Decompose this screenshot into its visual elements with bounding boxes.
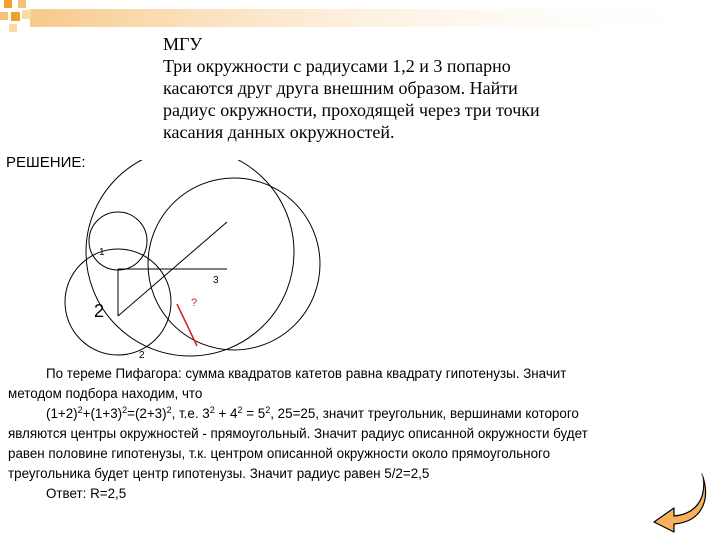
eq-exponent: 2 — [265, 405, 271, 415]
unknown-radius-segment — [177, 304, 197, 346]
label-radius-1: 1 — [99, 247, 105, 258]
solution-line: равен половине гипотенузы, т.к. центром описанной окружности около прямоугольного — [8, 446, 551, 461]
solution-line: По тереме Пифагора: сумма квадратов катетов равна квадрату гипотенузы. Значит — [46, 366, 567, 381]
eq-exponent: 2 — [166, 405, 172, 415]
eq-part: =(2+3) — [127, 406, 167, 421]
label-radius-2-small: 2 — [139, 350, 145, 360]
eq-exponent: 2 — [122, 405, 128, 415]
solution-equation — [8, 404, 716, 424]
circle-radius-3 — [148, 178, 320, 350]
eq-part: (1+2) — [46, 406, 78, 421]
eq-part: + 4 — [214, 406, 238, 421]
solution-line: являются центры окружностей - прямоугольный. Значит радиус описанной окружности будет — [8, 426, 588, 441]
label-unknown-radius: ? — [191, 297, 198, 309]
eq-part: +(1+3) — [82, 406, 123, 421]
circumscribed-circle — [86, 160, 294, 356]
label-radius-2-big: 2 — [94, 301, 105, 321]
problem-line: Три окружности с радиусами 1,2 и 3 попарно — [163, 56, 511, 76]
eq-part: , 25=25, значит треугольник, вершинами которого — [270, 406, 579, 421]
problem-statement — [163, 33, 633, 143]
answer-line: Ответ: R=2,5 — [46, 486, 127, 501]
eq-exponent: 2 — [209, 405, 215, 415]
solution-text — [8, 364, 716, 504]
circles-diagram — [0, 160, 360, 360]
eq-part: = 5 — [242, 406, 266, 421]
problem-line: радиус окружности, проходящей через три точки — [163, 100, 540, 120]
solution-line: треугольника будет центр гипотенузы. Значит радиус равен 5/2=2,5 — [8, 466, 430, 481]
label-radius-3: 3 — [213, 275, 219, 286]
solution-heading: РЕШЕНИЕ: — [6, 154, 86, 171]
circle-radius-1 — [89, 212, 147, 270]
eq-part: , т.е. 3 — [171, 406, 210, 421]
problem-line: касания данных окружностей. — [163, 122, 395, 142]
eq-exponent: 2 — [237, 405, 243, 415]
source-label: МГУ — [163, 34, 203, 54]
curved-return-arrow-icon[interactable] — [650, 468, 712, 534]
eq-exponent: 2 — [77, 405, 83, 415]
solution-line: методом подбора находим, что — [8, 386, 203, 401]
problem-line: касаются друг друга внешним образом. Найти — [163, 78, 518, 98]
